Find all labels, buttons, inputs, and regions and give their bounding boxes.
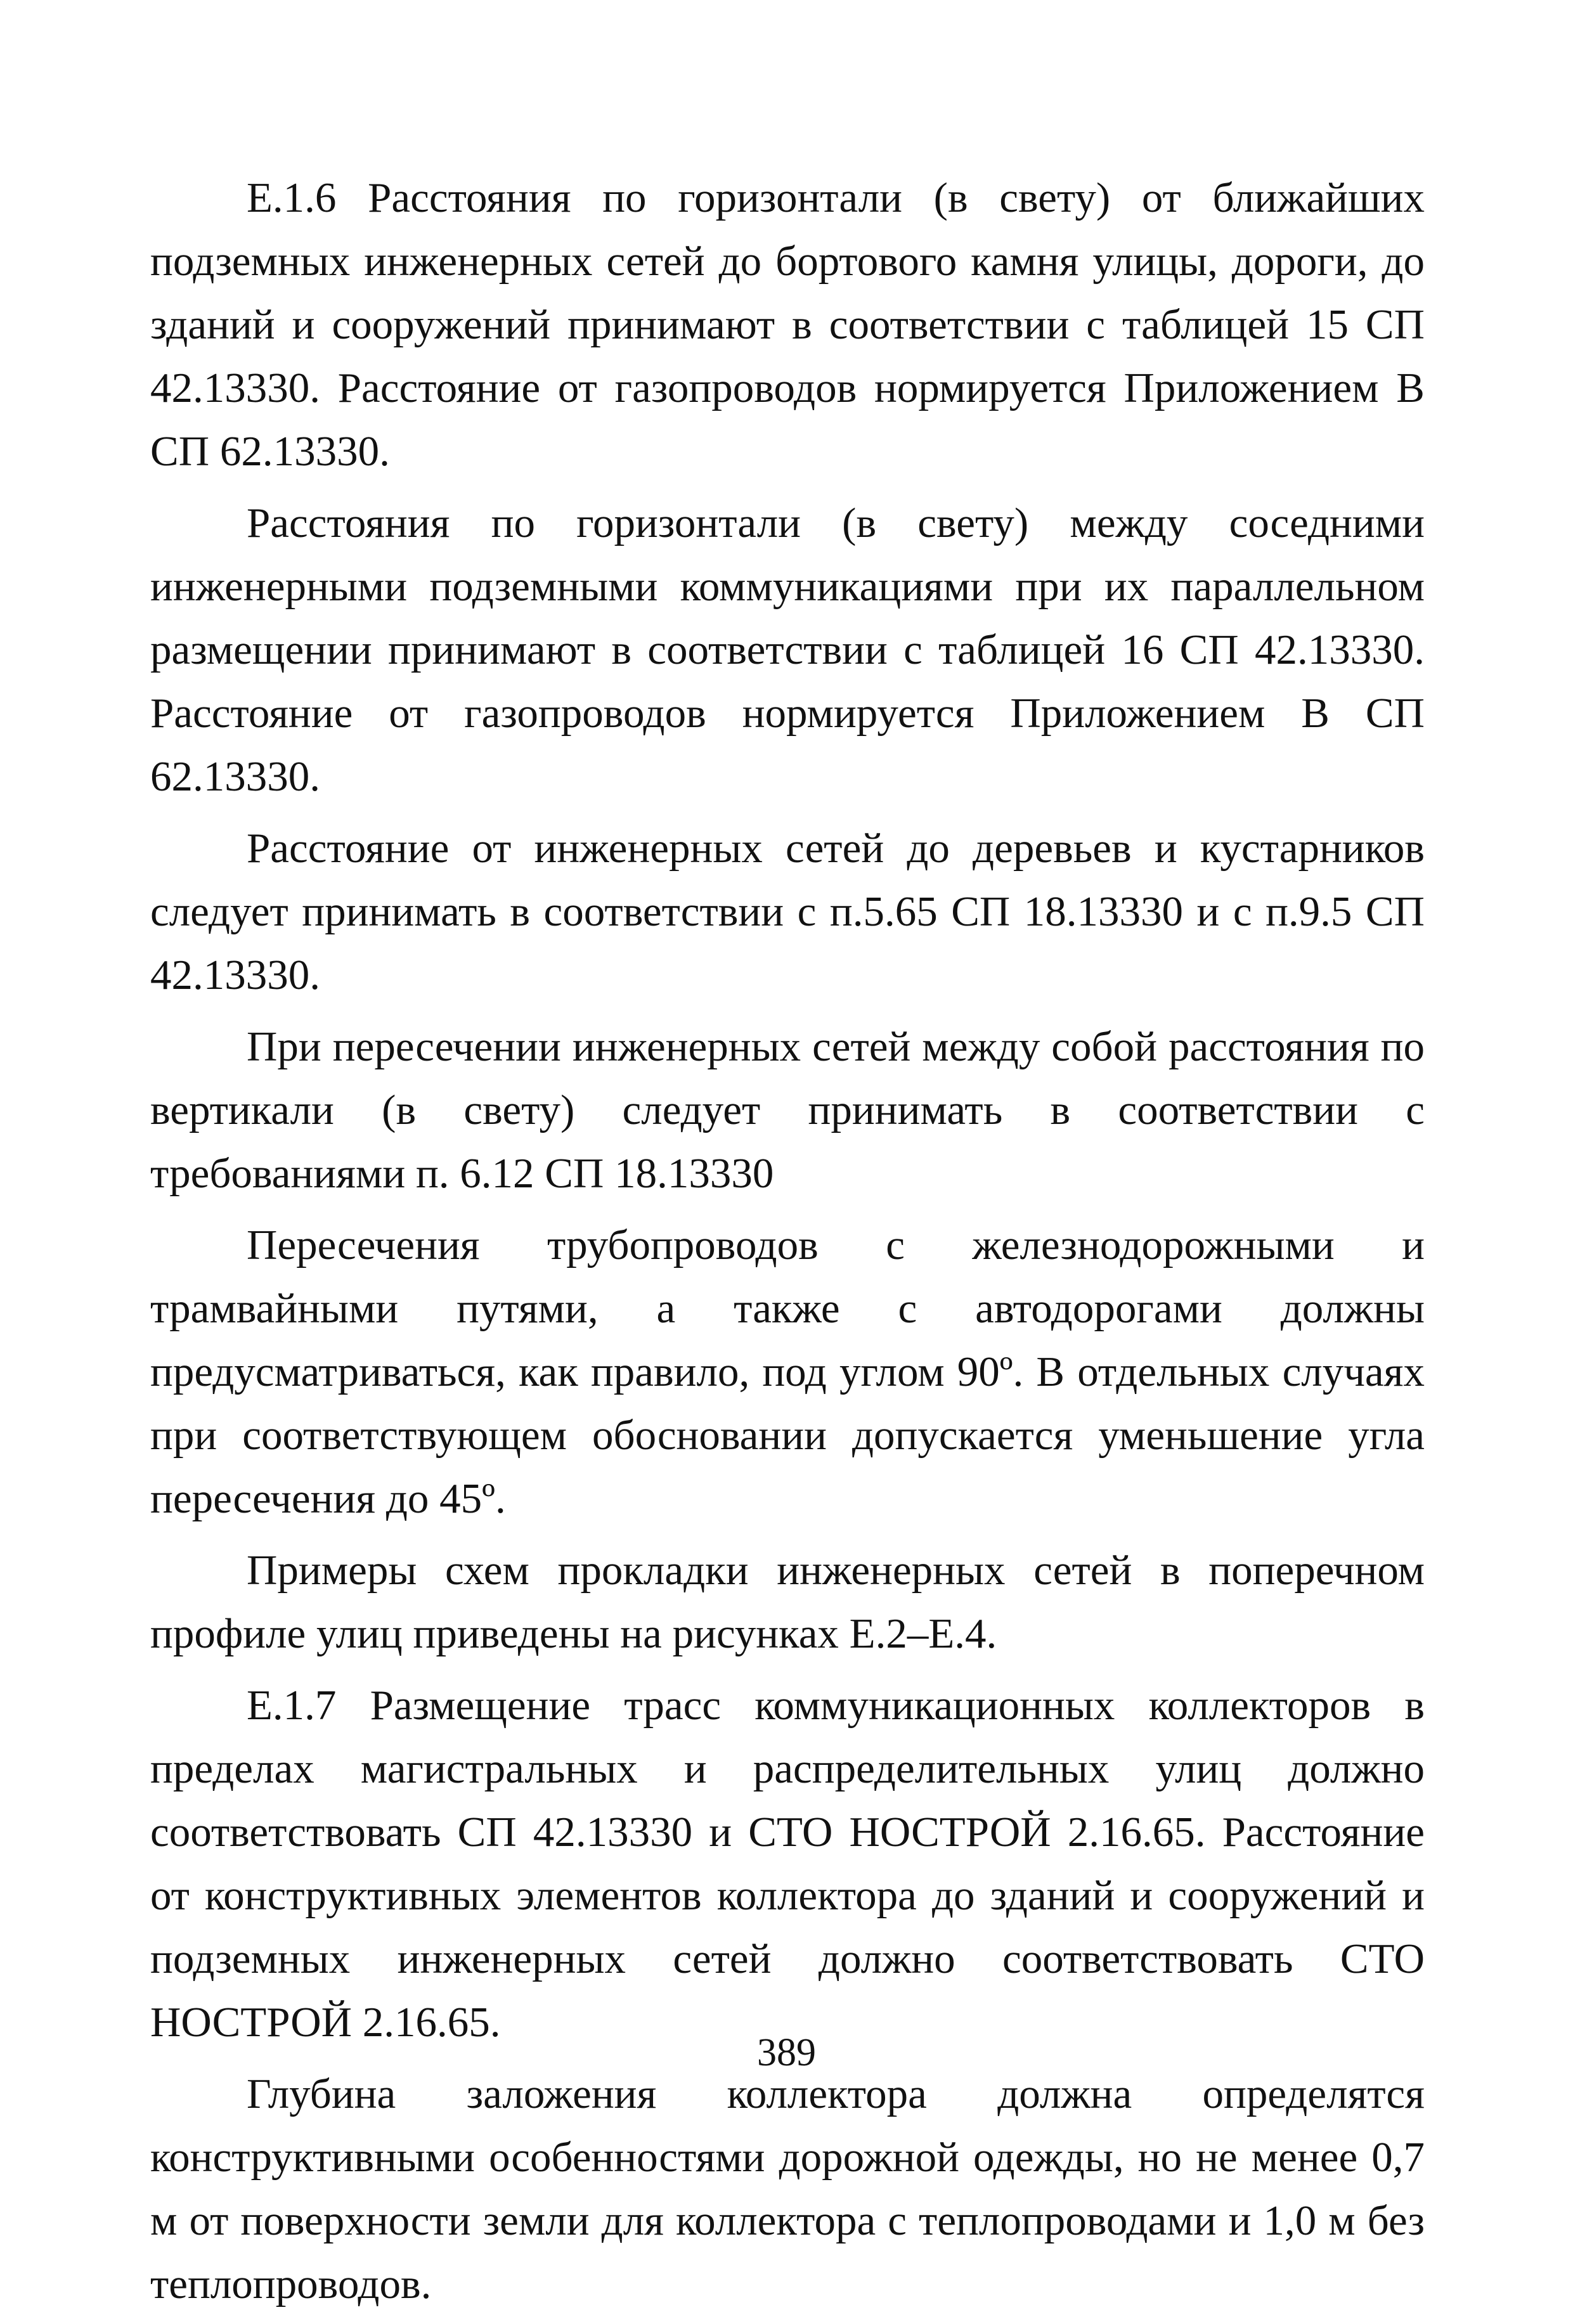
paragraph-pipeline-crossings: Пересечения трубопроводов с железнодорожными и трамвайными путями, а также с автодорогами должны предусматриваться, как правило, под углом 90º. В отдельных случаях при соответствующем обосновании допускается уменьшение угла пересечения до 45º. <box>150 1222 1425 1522</box>
paragraph-e-1-6: Е.1.6 Расстояния по горизонтали (в свету) от ближайших подземных инженерных сетей до бортового камня улицы, дороги, до зданий и сооружений принимают в соответствии с таблицей 15 СП 42.13330. Расстояние от газопроводов нормируется Приложением В СП 62.13330. <box>150 174 1425 475</box>
paragraph-trees-distance: Расстояние от инженерных сетей до деревьев и кустарников следует принимать в соответствии с п.5.65 СП 18.13330 и с п.9.5 СП 42.13330. <box>150 825 1425 998</box>
page-body <box>150 166 1425 2324</box>
paragraph-examples-figures: Примеры схем прокладки инженерных сетей в поперечном профиле улиц приведены на рисунках Е.2–Е.4. <box>150 1547 1425 1657</box>
paragraph-crossing-vertical: При пересечении инженерных сетей между собой расстояния по вертикали (в свету) следует принимать в соответствии с требованиями п. 6.12 СП 18.13330 <box>150 1023 1425 1197</box>
paragraph-e-1-7: Е.1.7 Размещение трасс коммуникационных коллекторов в пределах магистральных и распределительных улиц должно соответствовать СП 42.13330 и СТО НОСТРОЙ 2.16.65. Расстояние от конструктивных элементов коллектора до зданий и сооружений и подземных инженерных сетей должно соответствовать СТО НОСТРОЙ 2.16.65. <box>150 1682 1425 2046</box>
paragraph-collector-depth: Глубина заложения коллектора должна определятся конструктивными особенностями дорожной одежды, но не менее 0,7 м от поверхности земли для коллектора с теплопроводами и 1,0 м без теплопроводов. <box>150 2070 1425 2308</box>
page-number: 389 <box>757 2031 816 2074</box>
paragraph-parallel-distances: Расстояния по горизонтали (в свету) между соседними инженерными подземными коммуникациями при их параллельном размещении принимают в соответствии с таблицей 16 СП 42.13330. Расстояние от газопроводов нормируется Приложением В СП 62.13330. <box>150 500 1425 800</box>
